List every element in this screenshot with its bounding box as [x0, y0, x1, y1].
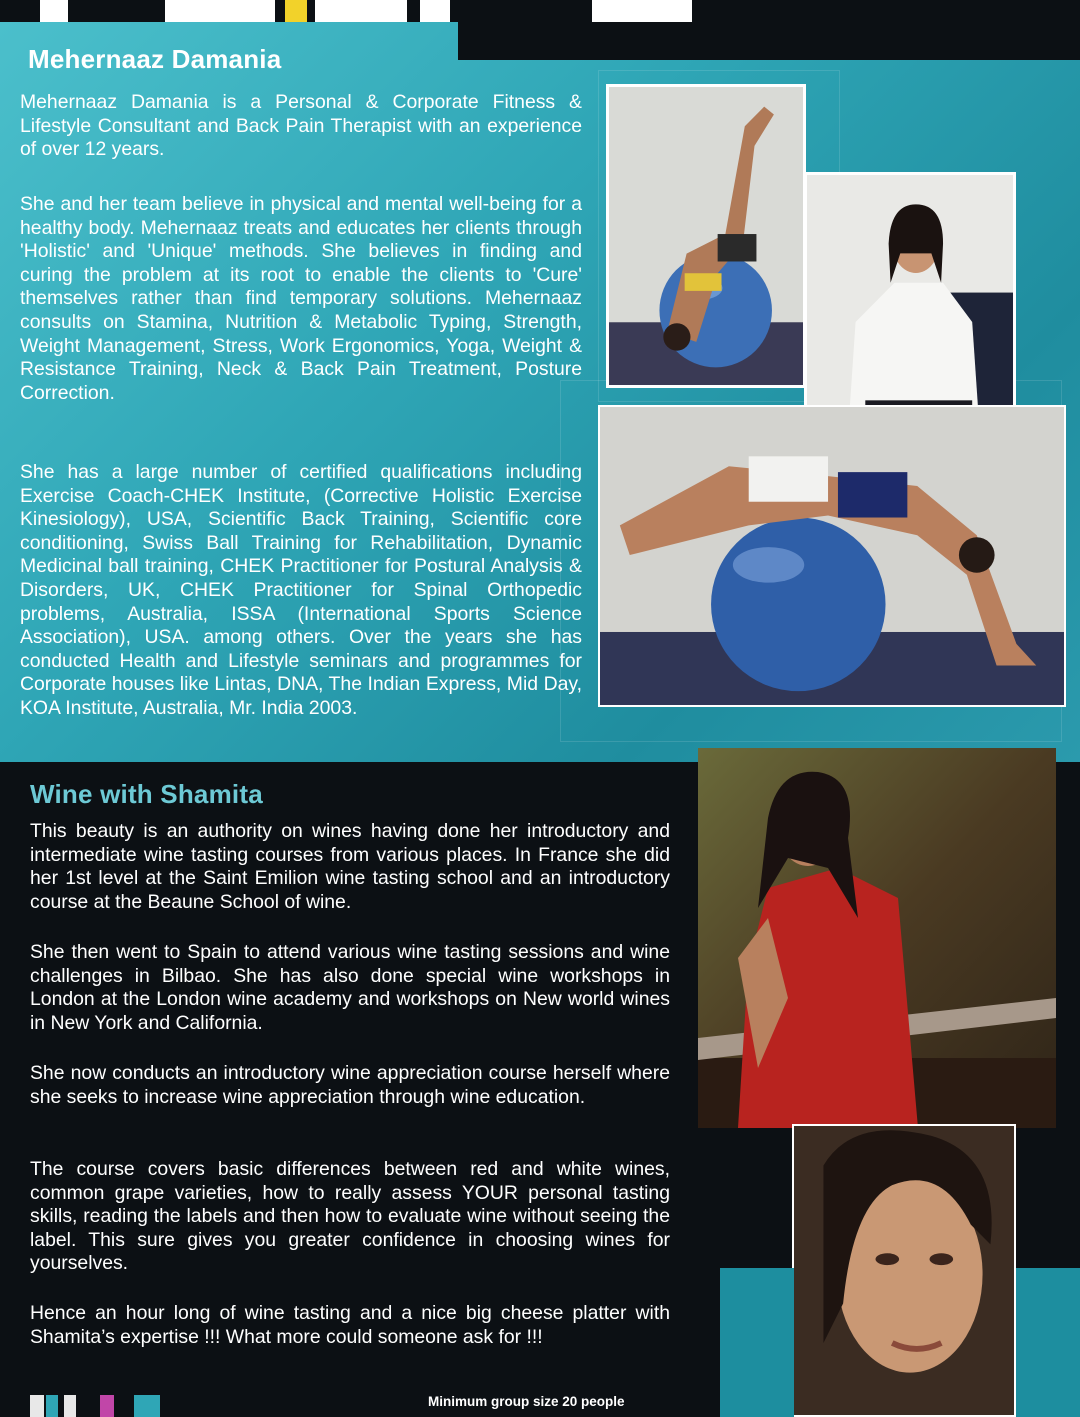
profile-2-paragraph: This beauty is an authority on wines having done her introductory and intermediate wine tasting courses from various places. In France she did her 1st level at the Saint Emilion wine tasting school and an introductory course at the Beaune School of wine.: [30, 820, 670, 913]
teal-accent-block: [720, 1268, 794, 1417]
strip-block: [315, 0, 407, 22]
profile-2-paragraph: She then went to Spain to attend various wine tasting sessions and wine challenges in Bilbao. She has also done special wine workshops in London at the London wine academy and workshops on New world wines in New York and California.: [30, 941, 670, 1034]
teal-accent-block: [1016, 1268, 1080, 1417]
bottom-strip-block: [64, 1395, 76, 1417]
bottom-strip-block: [134, 1395, 160, 1417]
profile-2-paragraph: Hence an hour long of wine tasting and a nice big cheese platter with Shamita’s expertise !!! What more could someone ask for !!!: [30, 1302, 670, 1348]
profile-2-title: Wine with Shamita: [30, 779, 263, 809]
strip-block: [165, 0, 275, 22]
portrait-photo-closeup: [792, 1124, 1016, 1417]
portrait-photo-red-dress: [698, 748, 1056, 1128]
strip-block: [40, 0, 68, 22]
strip-block: [592, 0, 692, 22]
bottom-strip-block: [46, 1395, 58, 1417]
profile-1-paragraph: She has a large number of certified qualifications including Exercise Coach-CHEK Institute, (Corrective Holistic Exercise Kinesiology), USA, Scientific Back Training, Scientific core conditioning, Swiss Ball Training for Rehabilitation, Dynamic Medicinal ball training, CHEK Practitioner for Postural Analysis & Disorders, UK, CHEK Practitioner for Spinal Orthopedic problems, Australia, ISSA (International Sports Science Association), USA. among others. Over the years she has conducted Health and Lifestyle seminars and programmes for Corporate houses like Lintas, DNA, The Indian Express, Mid Day, KOA Institute, Australia, Mr. India 2003.: [20, 461, 582, 719]
fitness-photo-ball-pose: [606, 84, 806, 388]
profile-1-paragraph: She and her team believe in physical and mental well-being for a healthy body. Mehernaaz treats and educates her clients through 'Holistic' and 'Unique' methods. She believes in finding and curing the problem at its root to enable the clients to 'Cure' themselves rather than find temporary solutions. Mehernaaz consults on Stamina, Nutrition & Metabolic Typing, Strength, Weight Management, Stress, Work Ergonomics, Yoga, Weight & Resistance Training, Neck & Back Pain Treatment, Posture Correction.: [20, 193, 582, 404]
bottom-strip-block: [30, 1395, 44, 1417]
strip-block: [285, 0, 307, 22]
profile-1-title: Mehernaaz Damania: [28, 44, 282, 74]
strip-block: [420, 0, 450, 22]
fitness-photo-wide-ball-pose: [598, 405, 1066, 707]
profile-2-paragraph: The course covers basic differences between red and white wines, common grape varieties, how to really assess YOUR personal tasting skills, reading the labels and then how to evaluate wine without seeing the label. This sure gives you greater confidence in choosing wines for yourselves.: [30, 1158, 670, 1275]
profile-1-paragraph: Mehernaaz Damania is a Personal & Corporate Fitness & Lifestyle Consultant and Back Pain Therapist with an experience of over 12 years.: [20, 91, 582, 161]
footer-caption: Minimum group size 20 people: [428, 1394, 625, 1409]
header-dark-bar: [458, 22, 1080, 60]
bottom-strip-block: [100, 1395, 114, 1417]
header-dark-bar: [560, 0, 1080, 22]
profile-2-paragraph: She now conducts an introductory wine appreciation course herself where she seeks to increase wine appreciation through wine education.: [30, 1062, 670, 1108]
